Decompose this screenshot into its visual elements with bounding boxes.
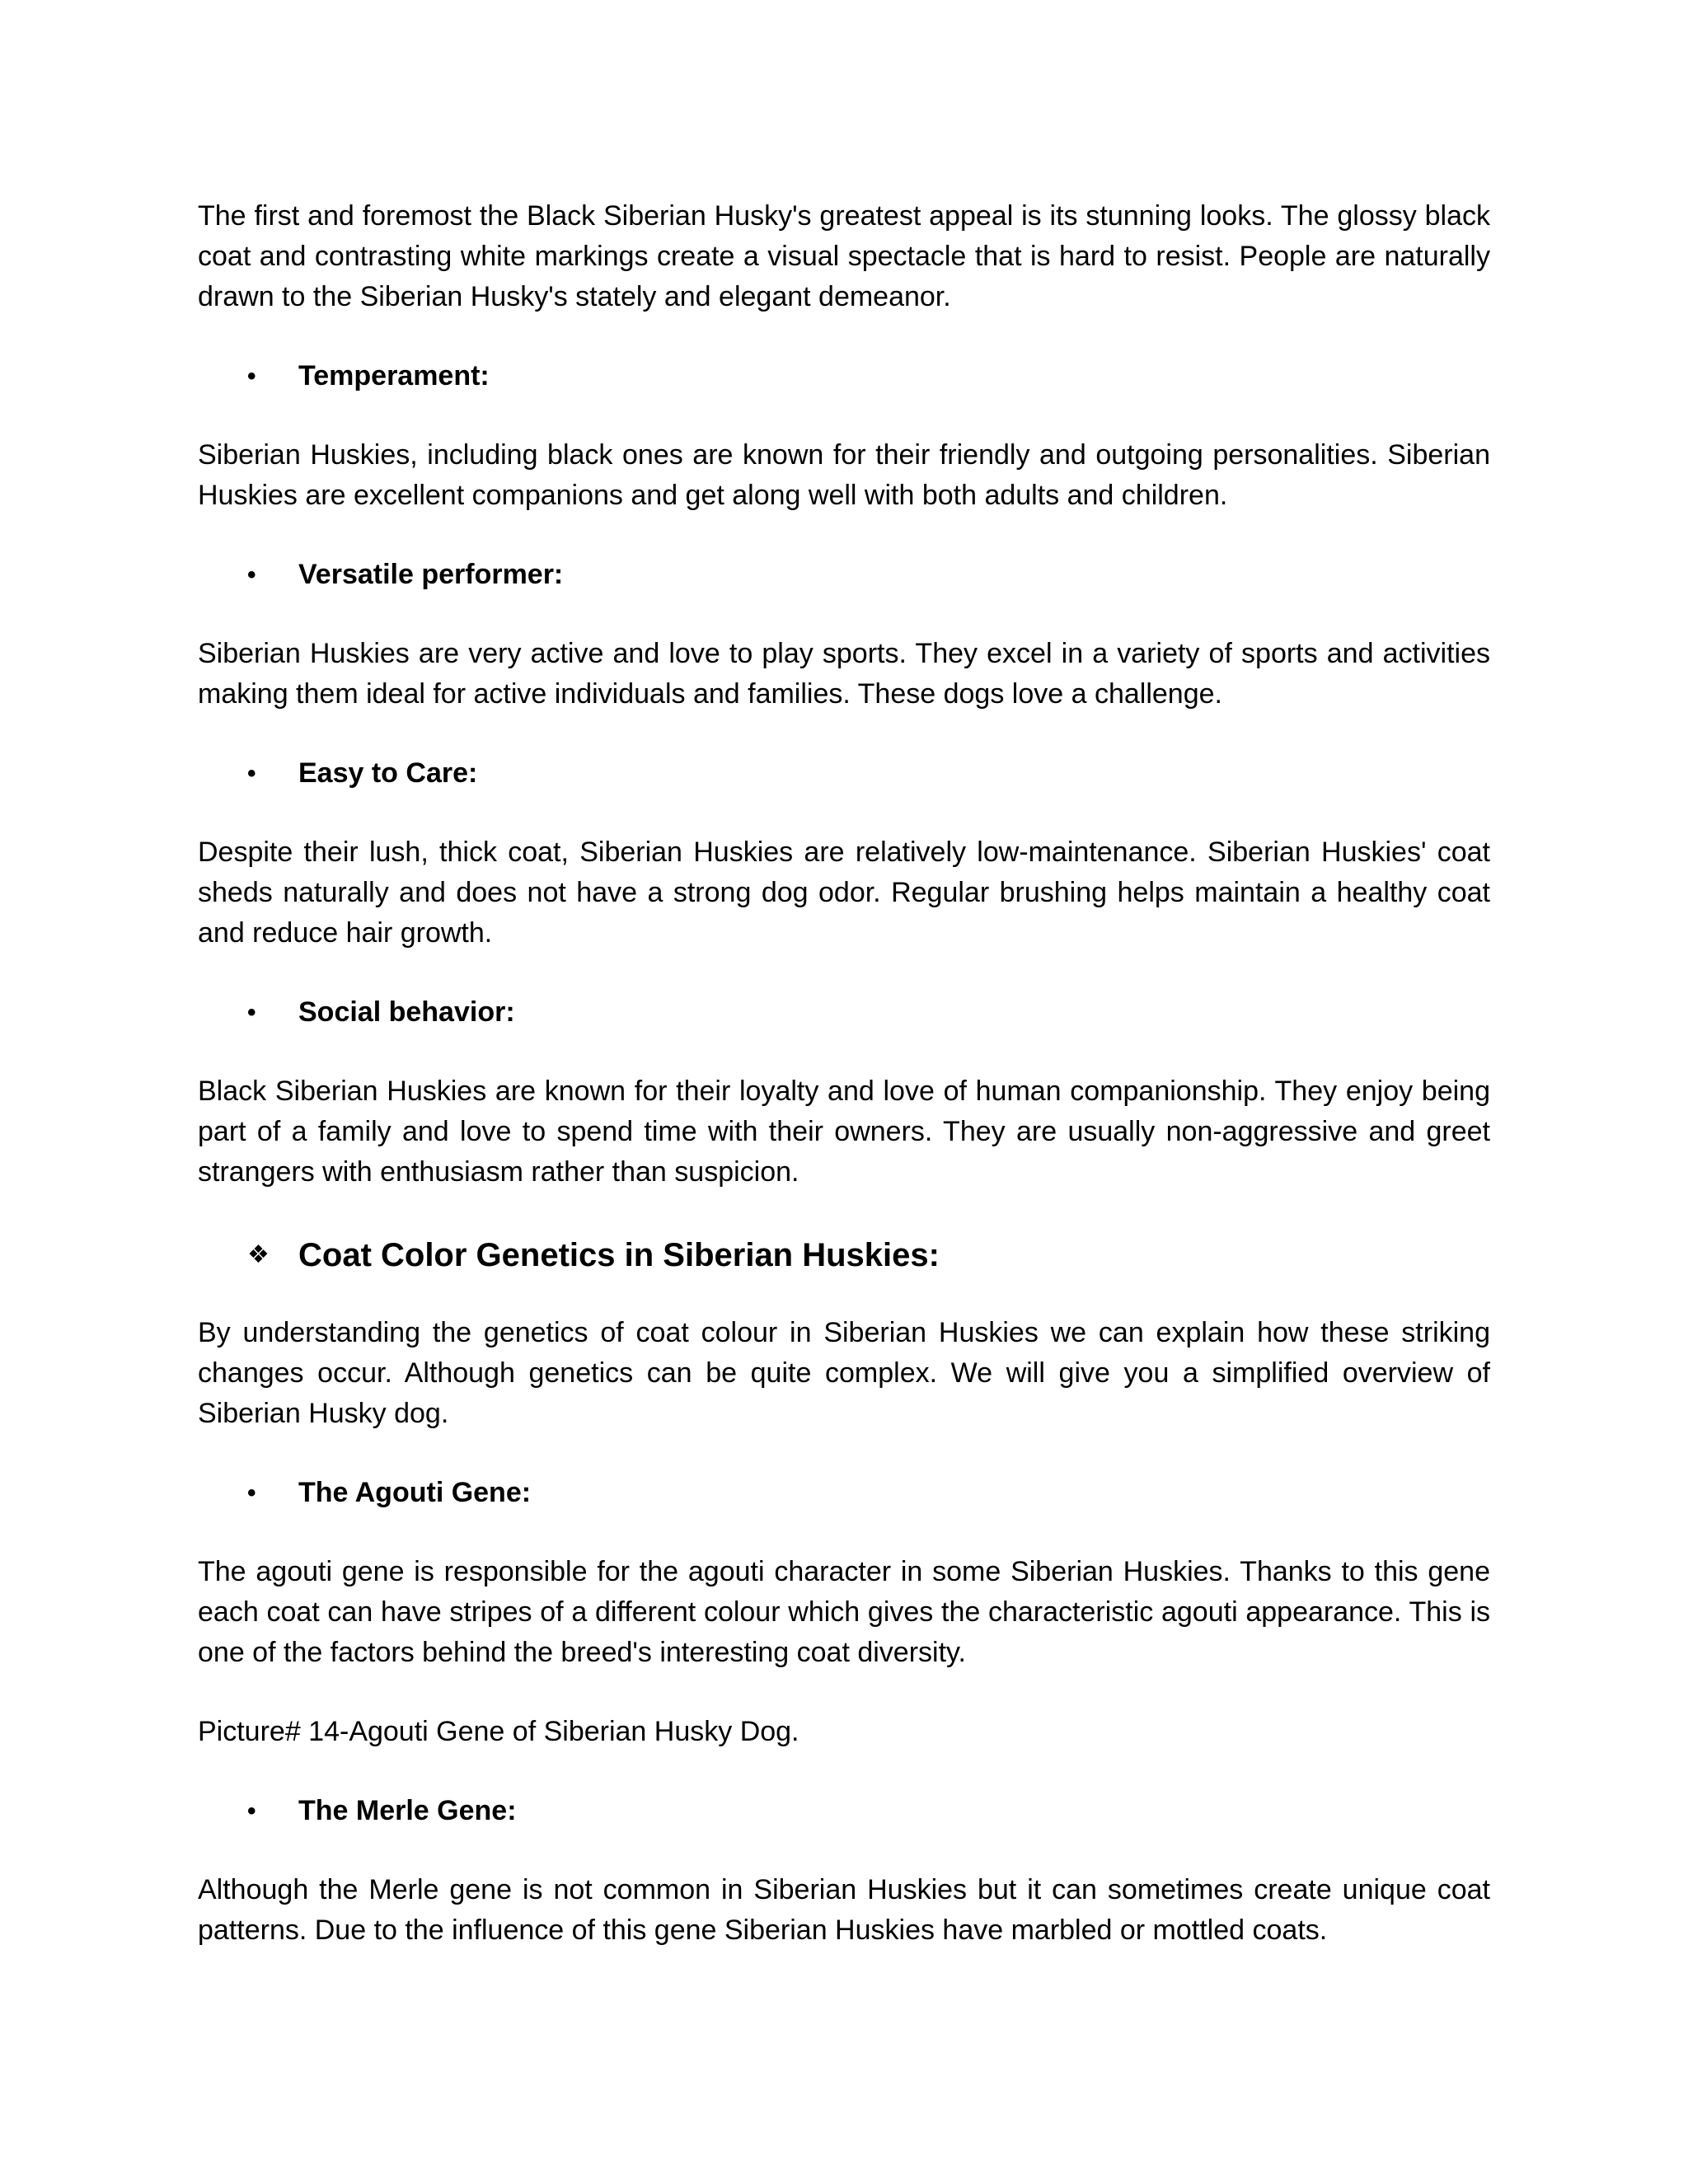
picture-caption: Picture# 14-Agouti Gene of Siberian Husky Dog.: [198, 1716, 799, 1747]
bullet-agouti-gene: [198, 1473, 1490, 1513]
bullet-label: Temperament:: [298, 360, 490, 391]
bullet-social-behavior: [198, 992, 1490, 1033]
bullet-merle-gene: [198, 1791, 1490, 1831]
bullet-icon: •: [247, 363, 256, 390]
document-page: [198, 196, 1490, 1951]
bullet-label: Versatile performer:: [298, 559, 564, 590]
paragraph-versatile-performer: Siberian Huskies are very active and love to play sports. They excel in a variety of sports and activities making them ideal for active individuals and families. These dogs love a challenge.: [198, 638, 1490, 710]
bullet-label: The Merle Gene:: [298, 1795, 517, 1826]
bullet-versatile-performer: [198, 555, 1490, 595]
section-heading-text: Coat Color Genetics in Siberian Huskies:: [298, 1237, 940, 1273]
bullet-label: Social behavior:: [298, 996, 515, 1028]
bullet-icon: •: [247, 1479, 256, 1507]
bullet-temperament: [198, 356, 1490, 396]
bullet-icon: •: [247, 999, 256, 1026]
paragraph-merle-gene: Although the Merle gene is not common in Siberian Huskies but it can sometimes create unique coat patterns. Due to the influence of this gene Siberian Huskies have marbled or mottled coats.: [198, 1874, 1490, 1946]
bullet-easy-to-care: [198, 753, 1490, 794]
bullet-icon: •: [247, 1797, 256, 1825]
paragraph-appeal: The first and foremost the Black Siberian Husky's greatest appeal is its stunning looks. The glossy black coat and contrasting white markings create a visual spectacle that is hard to resist. People are naturally drawn to the Siberian Husky's stately and elegant demeanor.: [198, 200, 1490, 312]
section-heading: [198, 1232, 1490, 1278]
paragraph-social-behavior: Black Siberian Huskies are known for their loyalty and love of human companionship. They enjoy being part of a family and love to spend time with their owners. They are usually non-aggressive and greet strangers with enthusiasm rather than suspicion.: [198, 1076, 1490, 1188]
diamond-bullet-icon: ❖: [247, 1241, 270, 1268]
paragraph-easy-to-care: Despite their lush, thick coat, Siberian Huskies are relatively low-maintenance. Siberian Huskies' coat sheds naturally and does not have a strong dog odor. Regular brushing helps maintain a healthy coat and reduce hair growth.: [198, 837, 1490, 949]
bullet-icon: •: [247, 561, 256, 588]
paragraph-agouti-gene: The agouti gene is responsible for the agouti character in some Siberian Huskies. Thanks to this gene each coat can have stripes of a different colour which gives the characteristic agouti appearance. This is one of the factors behind the breed's interesting coat diversity.: [198, 1556, 1490, 1668]
paragraph-temperament: Siberian Huskies, including black ones are known for their friendly and outgoing personalities. Siberian Huskies are excellent companions and get along well with both adults and children.: [198, 439, 1490, 511]
bullet-label: Easy to Care:: [298, 757, 478, 789]
paragraph-genetics-intro: By understanding the genetics of coat colour in Siberian Huskies we can explain how these striking changes occur. Although genetics can be quite complex. We will give you a simplified overview of Siberian Husky dog.: [198, 1317, 1490, 1429]
bullet-label: The Agouti Gene:: [298, 1477, 532, 1508]
bullet-icon: •: [247, 760, 256, 787]
